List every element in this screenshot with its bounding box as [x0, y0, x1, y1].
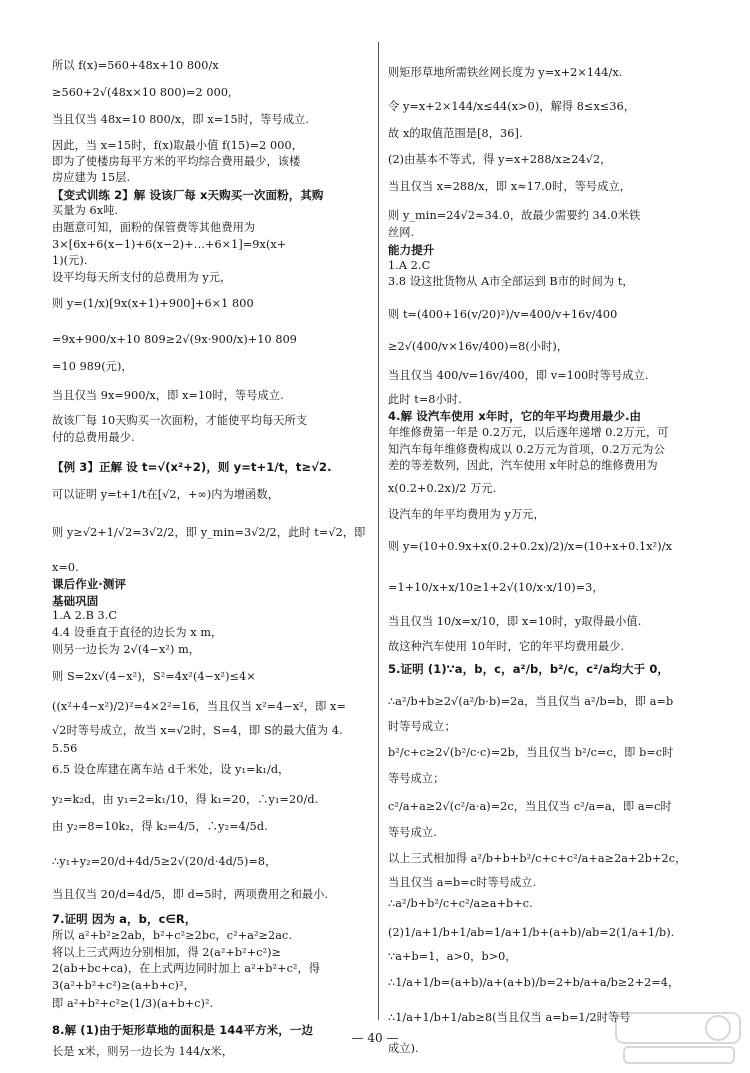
page-number: — 40 — [351, 1031, 399, 1045]
text-line: 1)(元). [52, 254, 88, 267]
text-line: 故该厂每 10天购买一次面粉，才能使平均每天所支 [52, 414, 308, 427]
text-line: 等号成立； [388, 772, 445, 785]
text-line: ≥2√(400/v×16v/400)=8(小时)， [388, 340, 569, 353]
text-line: 故这种汽车使用 10年时，它的年平均费用最少. [388, 640, 625, 653]
text-line: 即为了使楼房每平方米的平均综合费用最少，该楼 [52, 155, 301, 168]
text-line: 当且仅当 20/d=4d/5，即 d=5时，两项费用之和最小. [52, 888, 329, 901]
text-line: 买量为 6x吨. [52, 204, 119, 217]
text-line: 所以 f(x)=560+48x+10 800/x [52, 59, 219, 72]
text-line: 故 x的取值范围是[8，36]. [388, 127, 523, 140]
text-line: (2)1/a+1/b+1/ab=1/a+1/b+(a+b)/ab=2(1/a+1/b). [388, 926, 675, 939]
text-line: 则 S=2x√(4−x²)，S²=4x²(4−x²)≤4× [52, 670, 256, 683]
column-divider [378, 42, 379, 1020]
text-line: 3×[6x+6(x−1)+6(x−2)+…+6×1]=9x(x+ [52, 238, 287, 251]
text-line: 即 a²+b²+c²≥(1/3)(a+b+c)². [52, 997, 214, 1010]
text-line: 则 y=(10+0.9x+x(0.2+0.2x)/2)/x=(10+x+0.1x²)/x [388, 540, 672, 553]
text-line: (2)由基本不等式，得 y=x+288/x≥24√2， [388, 153, 612, 166]
text-line: ((x²+4−x²)/2)²=4×2²=16，当且仅当 x²=4−x²，即 x= [52, 700, 346, 713]
text-line: 等号成立. [388, 826, 437, 839]
text-line: 2(ab+bc+ca)，在上式两边同时加上 a²+b²+c²，得 [52, 962, 321, 975]
text-line: 由题意可知，面粉的保管费等其他费用为 [52, 221, 256, 234]
text-line: 所以 a²+b²≥2ab，b²+c²≥2bc，c²+a²≥2ac. [52, 929, 293, 942]
text-line: 1.A 2.B 3.C [52, 609, 118, 622]
text-line: y₂=k₂d，由 y₁=2=k₁/10，得 k₁=20，∴y₁=20/d. [52, 793, 319, 806]
text-line: 8.解 (1)由于矩形草地的面积是 144平方米，一边 [52, 1023, 314, 1037]
text-line: c²/a+a≥2√(c²/a·a)=2c，当且仅当 c²/a=a，即 a=c时 [388, 800, 672, 813]
watermark-logo [614, 1009, 742, 1067]
text-line: 将以上三式两边分别相加，得 2(a²+b²+c²)≥ [52, 946, 282, 959]
text-line: 则 y≥√2+1/√2=3√2/2，即 y_min=3√2/2，此时 t=√2，即 [52, 526, 366, 539]
text-line: 能力提升 [388, 243, 435, 257]
text-line: 4.4 设垂直于直径的边长为 x m， [52, 626, 223, 639]
text-line: 当且仅当 9x=900/x，即 x=10时，等号成立. [52, 389, 284, 402]
text-line: 当且仅当 x=288/x，即 x≈17.0时，等号成立， [388, 180, 632, 193]
text-line: 5.证明 (1)∵a，b，c，a²/b，b²/c，c²/a均大于 0， [388, 662, 670, 676]
text-line: 则 y=(1/x)[9x(x+1)+900]+6×1 800 [52, 297, 254, 310]
text-line: 因此，当 x=15时，f(x)取最小值 f(15)=2 000， [52, 139, 303, 152]
text-line: 3(a²+b²+c²)≥(a+b+c)²， [52, 979, 195, 992]
text-line: 付的总费用最少. [52, 431, 135, 444]
text-line: 6.5 设仓库建在离车站 d千米处，设 y₁=k₁/d， [52, 763, 290, 776]
text-line: 则矩形草地所需铁丝网长度为 y=x+2×144/x. [388, 66, 623, 79]
text-line: 则 y_min=24√2≈34.0，故最少需要约 34.0米铁 [388, 209, 641, 222]
text-line: ≥560+2√(48x×10 800)=2 000, [52, 86, 232, 99]
text-line: 时等号成立； [388, 720, 456, 733]
text-line: √2时等号成立，故当 x=√2时，S=4，即 S的最大值为 4. [52, 724, 343, 737]
text-line: 知汽车每年维修费构成以 0.2万元为首项，0.2万元为公 [388, 443, 665, 456]
text-line: 令 y=x+2×144/x≤44(x>0)，解得 8≤x≤36， [388, 100, 636, 113]
text-line: 由 y₂=8=10k₂，得 k₂=4/5，∴y₂=4/5d. [52, 820, 268, 833]
text-line: 1.A 2.C [388, 259, 431, 272]
text-line: 设平均每天所支付的总费用为 y元， [52, 271, 232, 284]
text-line: 3.8 设这批货物从 A市全部运到 B市的时间为 t， [388, 275, 634, 288]
text-line: 4.解 设汽车使用 x年时，它的年平均费用最少.由 [388, 409, 642, 423]
text-line: 则 t=(400+16(v/20)²)/v=400/v+16v/400 [388, 308, 618, 321]
text-line: 基础巩固 [52, 594, 99, 608]
text-line: 可以证明 y=t+1/t在[√2，+∞)内为增函数， [52, 488, 280, 501]
text-line: 当且仅当 10/x=x/10，即 x=10时，y取得最小值. [388, 615, 642, 628]
text-line: 差的等差数列，因此，汽车使用 x年时总的维修费用为 [388, 459, 658, 472]
text-line: 【例 3】正解 设 t=√(x²+2)，则 y=t+1/t，t≥√2. [52, 460, 332, 474]
text-line: 丝网. [388, 226, 415, 239]
text-line: ∵a+b=1，a>0，b>0， [388, 950, 517, 963]
text-line: 5.56 [52, 742, 78, 755]
text-line: x=0. [52, 561, 79, 574]
text-line: 7.证明 因为 a，b，c∈R， [52, 912, 197, 926]
text-line: =1+10/x+x/10≥1+2√(10/x·x/10)=3， [388, 581, 604, 594]
text-line: x(0.2+0.2x)/2 万元. [388, 482, 497, 495]
text-line: ∴a²/b+b≥2√(a²/b·b)=2a，当且仅当 a²/b=b，即 a=b [388, 695, 674, 708]
text-line: 成立). [388, 1042, 419, 1055]
text-line: ∴1/a+1/b=(a+b)/a+(a+b)/b=2+b/a+a/b≥2+2=4， [388, 976, 680, 989]
text-line: 设汽车的年平均费用为 y万元， [388, 508, 545, 521]
text-line: 此时 t=8小时. [388, 393, 462, 406]
text-line: =10 989(元)， [52, 360, 133, 373]
text-line: b²/c+c≥2√(b²/c·c)=2b，当且仅当 b²/c=c，即 b=c时 [388, 746, 674, 759]
text-line: ∴y₁+y₂=20/d+4d/5≥2√(20/d·4d/5)=8， [52, 855, 277, 868]
text-line: 以上三式相加得 a²/b+b+b²/c+c+c²/a+a≥2a+2b+2c， [388, 852, 687, 865]
text-line: 【变式训练 2】解 设该厂每 x天购买一次面粉，其购 [52, 188, 324, 202]
text-line: 当且仅当 a=b=c时等号成立. [388, 876, 537, 889]
text-line: ∴a²/b+b²/c+c²/a≥a+b+c. [388, 897, 533, 910]
text-line: 当且仅当 400/v=16v/400，即 v=100时等号成立. [388, 369, 649, 382]
text-line: ∴1/a+1/b+1/ab≥8(当且仅当 a=b=1/2时等号 [388, 1011, 631, 1024]
text-line: =9x+900/x+10 809≥2√(9x·900/x)+10 809 [52, 333, 298, 346]
text-line: 房应建为 15层. [52, 171, 131, 184]
text-line: 年维修费第一年是 0.2万元，以后逐年递增 0.2万元，可 [388, 426, 669, 439]
text-line: 长是 x米，则另一边长为 144/x米， [52, 1045, 234, 1058]
text-line: 则另一边长为 2√(4−x²) m， [52, 643, 201, 656]
text-line: 课后作业·测评 [52, 577, 127, 591]
text-line: 当且仅当 48x=10 800/x，即 x=15时，等号成立. [52, 113, 310, 126]
